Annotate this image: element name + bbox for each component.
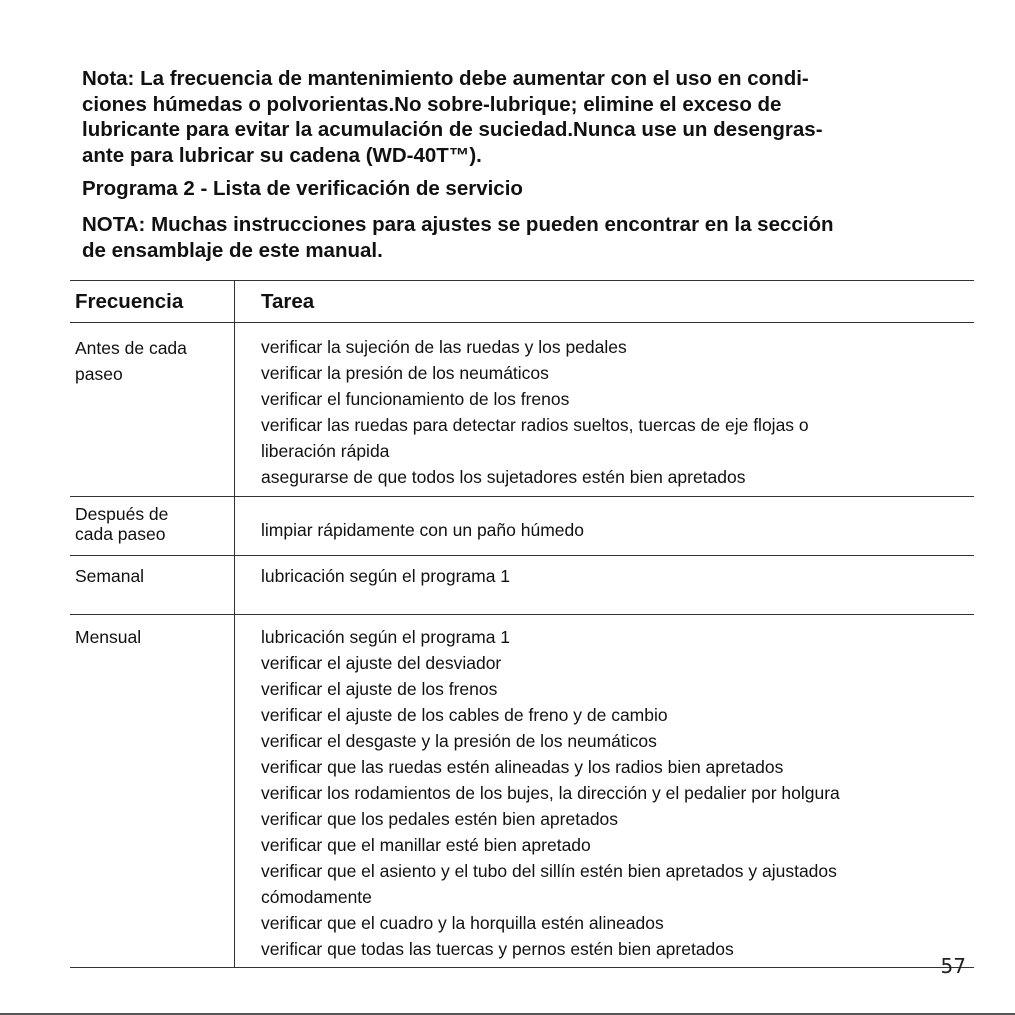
table-row xyxy=(70,615,974,968)
task-cell xyxy=(235,323,975,497)
task-line: verificar el ajuste de los frenos xyxy=(261,679,498,699)
task-line: verificar que los pedales estén bien apretados xyxy=(261,809,619,829)
frequency-line: Antes de cada xyxy=(75,338,187,358)
task-cell xyxy=(235,497,975,556)
maintenance-note xyxy=(82,66,942,168)
frequency-line: cada paseo xyxy=(75,524,166,544)
header-frequency: Frecuencia xyxy=(70,281,235,323)
table-header-row xyxy=(70,281,974,323)
note-line: ante para lubricar su cadena (WD-40T™). xyxy=(82,143,482,167)
task-line: verificar la presión de los neumáticos xyxy=(261,363,549,383)
frequency-cell xyxy=(70,556,235,615)
page-number: 57 xyxy=(940,954,966,978)
task-line: verificar el ajuste del desviador xyxy=(261,653,502,673)
schedule-title: Programa 2 - Lista de verificación de servicio xyxy=(82,177,523,200)
frequency-line: Mensual xyxy=(75,627,142,647)
task-line: verificar que el cuadro y la horquilla estén alineados xyxy=(261,913,664,933)
note-line: lubricante para evitar la acumulación de suciedad.Nunca use un desengras- xyxy=(82,118,823,141)
task-line: limpiar rápidamente con un paño húmedo xyxy=(261,520,584,540)
task-line: lubricación según el programa 1 xyxy=(261,566,511,586)
frequency-cell xyxy=(70,323,235,497)
frequency-line: Después de xyxy=(75,504,169,524)
task-line: verificar el funcionamiento de los frenos xyxy=(261,389,570,409)
task-line: verificar que el manillar esté bien apretado xyxy=(261,835,591,855)
task-line: verificar el desgaste y la presión de los neumáticos xyxy=(261,731,657,751)
service-checklist-table xyxy=(70,280,974,968)
table-row xyxy=(70,497,974,556)
task-line: asegurarse de que todos los sujetadores estén bien apretados xyxy=(261,467,746,487)
note2-line: de ensamblaje de este manual. xyxy=(82,238,383,262)
adjustments-note xyxy=(82,212,834,263)
note2-line: NOTA: Muchas instrucciones para ajustes se pueden encontrar en la sección xyxy=(82,213,834,236)
task-line: lubricación según el programa 1 xyxy=(261,627,511,647)
header-task: Tarea xyxy=(235,281,975,323)
task-cell xyxy=(235,556,975,615)
frequency-line: Semanal xyxy=(75,566,145,586)
table-row xyxy=(70,556,974,615)
task-line: liberación rápida xyxy=(261,441,390,461)
task-line: verificar los rodamientos de los bujes, la dirección y el pedalier por holgura xyxy=(261,783,840,803)
task-line: verificar que todas las tuercas y pernos estén bien apretados xyxy=(261,939,734,959)
task-line: verificar las ruedas para detectar radios sueltos, tuercas de eje flojas o xyxy=(261,415,809,435)
frequency-line: paseo xyxy=(75,364,123,384)
frequency-cell xyxy=(70,615,235,968)
task-line: verificar que las ruedas estén alineadas y los radios bien apretados xyxy=(261,757,784,777)
note-line: Nota: La frecuencia de mantenimiento debe aumentar con el uso en condi- xyxy=(82,67,809,90)
note-line: ciones húmedas o polvorientas.No sobre-lubrique; elimine el exceso de xyxy=(82,92,782,116)
task-line: verificar la sujeción de las ruedas y los pedales xyxy=(261,337,627,357)
table-row xyxy=(70,323,974,497)
task-cell xyxy=(235,615,975,968)
task-line: cómodamente xyxy=(261,887,372,907)
task-line: verificar el ajuste de los cables de freno y de cambio xyxy=(261,705,668,725)
frequency-cell xyxy=(70,497,235,556)
task-line: verificar que el asiento y el tubo del sillín estén bien apretados y ajustados xyxy=(261,861,837,881)
